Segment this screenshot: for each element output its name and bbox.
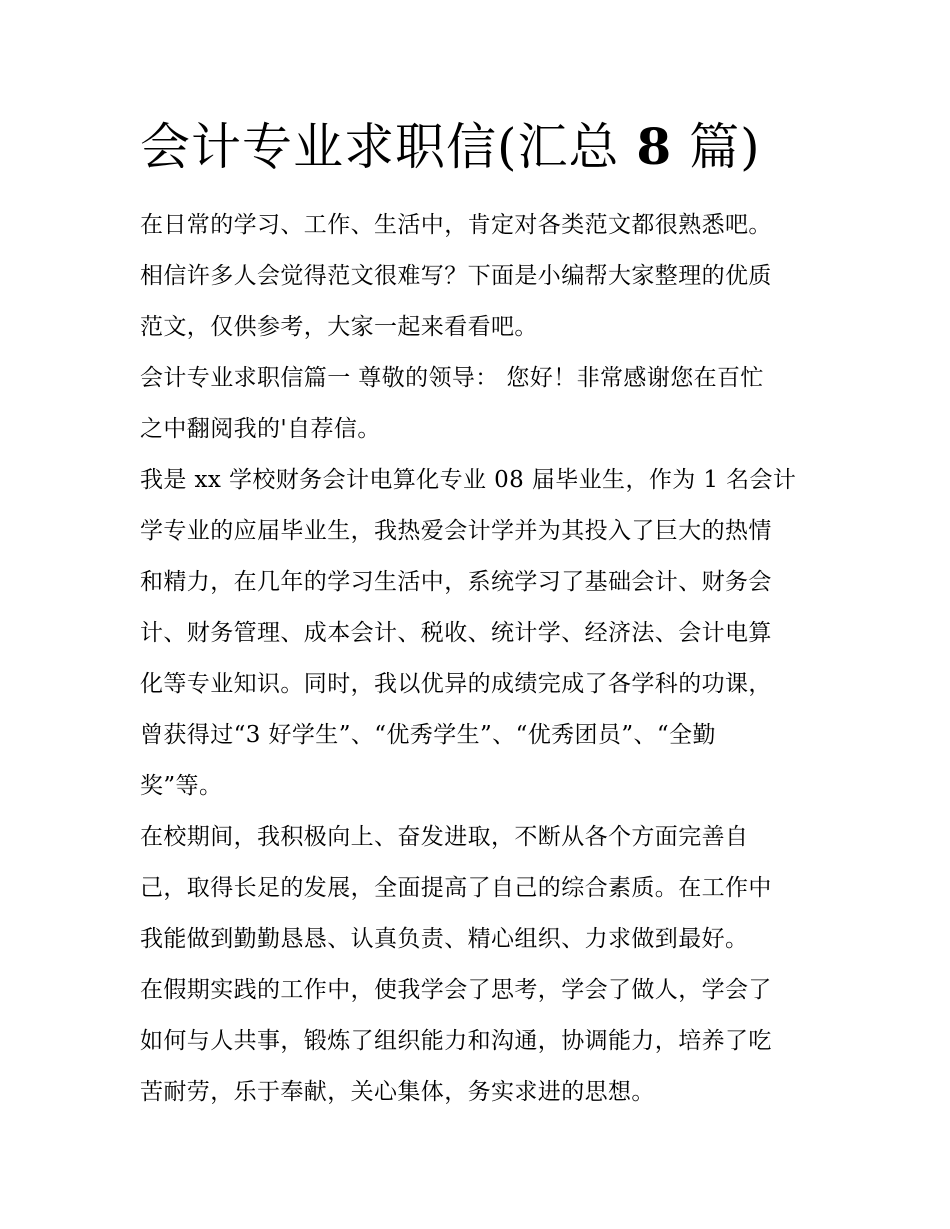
body-line: 如何与人共事，锻炼了组织能力和沟通，协调能力，培养了吃 — [140, 1028, 772, 1054]
body-line: 我能做到勤勤恳恳、认真负责、精心组织、力求做到最好。 — [140, 926, 749, 952]
title-suffix: 篇) — [689, 118, 761, 176]
document-body — [140, 200, 820, 1118]
body-line: 和精力，在几年的学习生活中，系统学习了基础会计、财务会 — [140, 569, 772, 595]
body-line: 学专业的应届毕业生，我热爱会计学并为其投入了巨大的热情 — [140, 518, 772, 544]
body-line: 曾获得过“3 好学生”、“优秀学生”、“优秀团员”、“全勤 — [140, 722, 716, 748]
document-title — [140, 112, 761, 182]
body-line: 在假期实践的工作中，使我学会了思考，学会了做人，学会了 — [140, 977, 772, 1003]
body-line: 在校期间，我积极向上、奋发进取，不断从各个方面完善自 — [140, 824, 749, 850]
body-line: 化等专业知识。同时，我以优异的成绩完成了各学科的功课， — [140, 671, 772, 697]
body-line: 己，取得长足的发展，全面提高了自己的综合素质。在工作中 — [140, 875, 772, 901]
title-prefix: 会计专业求职信(汇总 — [140, 118, 620, 176]
body-line: 奖”等。 — [140, 773, 223, 799]
body-line: 相信许多人会觉得范文很难写？下面是小编帮大家整理的优质 — [140, 263, 772, 289]
body-line: 我是 xx 学校财务会计电算化专业 08 届毕业生，作为 1 名会计 — [140, 467, 797, 493]
body-line: 之中翻阅我的'自荐信。 — [140, 416, 381, 442]
body-line: 范文，仅供参考，大家一起来看看吧。 — [140, 314, 538, 340]
body-line: 在日常的学习、工作、生活中，肯定对各类范文都很熟悉吧。 — [140, 212, 772, 238]
body-line: 苦耐劳，乐于奉献，关心集体，务实求进的思想。 — [140, 1079, 655, 1105]
body-line: 会计专业求职信篇一 尊敬的领导： 您好！非常感谢您在百忙 — [140, 365, 764, 391]
title-number: 8 — [636, 117, 673, 176]
body-line: 计、财务管理、成本会计、税收、统计学、经济法、会计电算 — [140, 620, 772, 646]
